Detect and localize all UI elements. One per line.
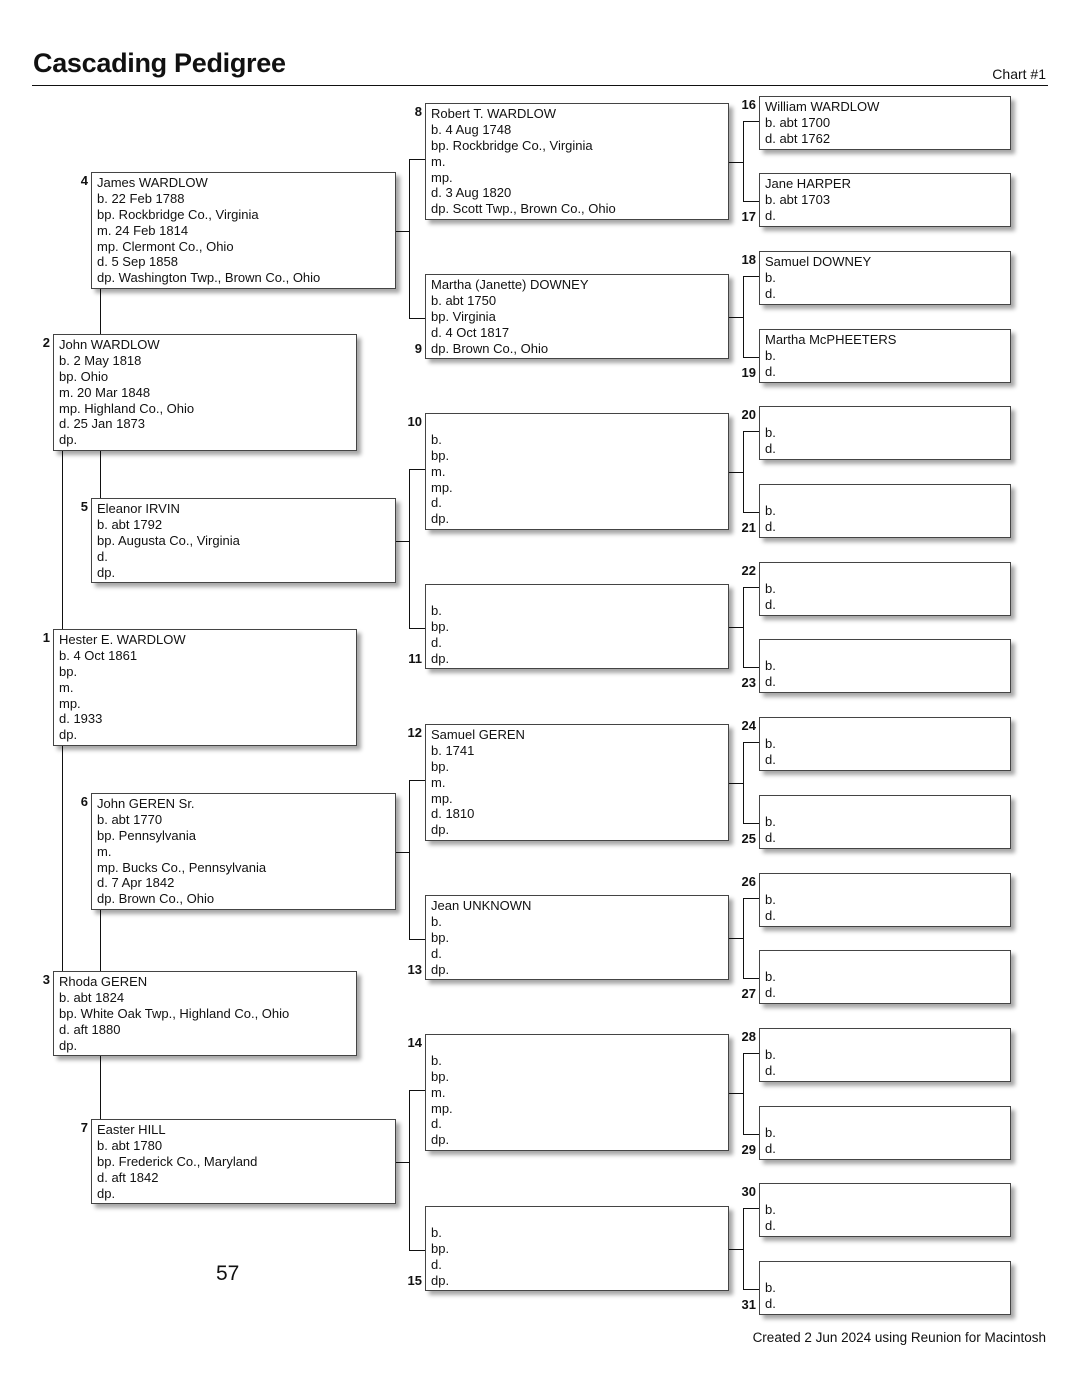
person-fact: b. xyxy=(765,813,776,829)
person-box-29 xyxy=(759,1106,1011,1160)
person-fact: dp. xyxy=(431,822,450,838)
person-name xyxy=(765,1109,1005,1125)
connector-line xyxy=(409,159,425,160)
person-box-18 xyxy=(759,251,1011,305)
person-fact: d. xyxy=(765,984,776,1000)
person-box-10 xyxy=(425,413,729,530)
person-name xyxy=(431,1037,723,1053)
person-name xyxy=(765,565,1005,581)
person-fact: d. 1810 xyxy=(431,806,475,822)
connector-line xyxy=(729,472,743,473)
person-box-19 xyxy=(759,329,1011,383)
person-fact: b. xyxy=(765,735,776,751)
person-fact: d. xyxy=(765,829,776,845)
person-name xyxy=(765,720,1005,736)
person-fact: b. xyxy=(765,347,776,363)
connector-line xyxy=(743,357,759,358)
connector-line xyxy=(409,469,410,629)
person-name xyxy=(765,642,1005,658)
person-number: 15 xyxy=(407,1273,422,1288)
person-number: 28 xyxy=(741,1029,756,1044)
person-fact: b. xyxy=(765,269,776,285)
person-box-9 xyxy=(425,274,729,359)
person-box-28 xyxy=(759,1028,1011,1082)
person-number: 22 xyxy=(741,563,756,578)
person-fact: b. xyxy=(765,657,776,673)
person-fact: b. xyxy=(765,968,776,984)
connector-line xyxy=(729,627,743,628)
person-fact: dp. xyxy=(431,961,450,977)
person-fact: d. xyxy=(431,1116,442,1132)
person-fact: d. xyxy=(431,1256,442,1272)
person-fact: b. xyxy=(431,913,442,929)
person-name: James WARDLOW xyxy=(97,175,208,190)
person-number: 31 xyxy=(741,1297,756,1312)
person-fact: d. 3 Aug 1820 xyxy=(431,185,512,201)
person-box-27 xyxy=(759,950,1011,1004)
person-fact: dp. xyxy=(431,511,450,527)
person-fact: d. 1933 xyxy=(59,711,103,727)
connector-line xyxy=(743,431,759,432)
person-name: John WARDLOW xyxy=(59,337,160,352)
connector-line xyxy=(729,1093,743,1094)
person-box-22 xyxy=(759,562,1011,616)
person-name: Jean UNKNOWN xyxy=(431,898,532,913)
person-name: William WARDLOW xyxy=(765,99,880,114)
person-number: 16 xyxy=(741,97,756,112)
person-fact: b. 4 Aug 1748 xyxy=(431,121,512,137)
person-number: 11 xyxy=(408,651,422,666)
person-fact: b. 2 May 1818 xyxy=(59,352,142,368)
person-fact: bp. xyxy=(431,1240,450,1256)
person-box-1 xyxy=(53,629,357,746)
connector-line xyxy=(409,780,425,781)
person-fact: b. xyxy=(765,502,776,518)
connector-line xyxy=(743,431,744,513)
person-fact: mp. Bucks Co., Pennsylvania xyxy=(97,859,267,875)
connector-line xyxy=(743,1134,759,1135)
connector-line xyxy=(409,1090,425,1091)
person-box-13 xyxy=(425,895,729,980)
person-fact: b. abt 1792 xyxy=(97,516,163,532)
connector-line xyxy=(743,276,759,277)
connector-line xyxy=(409,318,425,319)
person-name xyxy=(765,798,1005,814)
person-fact: bp. xyxy=(431,929,450,945)
person-name: Samuel DOWNEY xyxy=(765,254,872,269)
connector-line xyxy=(729,317,743,318)
person-name: Jane HARPER xyxy=(765,176,851,191)
person-name xyxy=(765,409,1005,425)
person-fact: b. abt 1824 xyxy=(59,989,125,1005)
connector-line xyxy=(743,978,759,979)
person-number: 5 xyxy=(80,499,88,514)
person-name: John GEREN Sr. xyxy=(97,796,195,811)
person-fact: b. xyxy=(431,1052,442,1068)
person-number: 8 xyxy=(414,104,422,119)
person-fact: dp. Brown Co., Ohio xyxy=(431,340,549,356)
person-fact: bp. Pennsylvania xyxy=(97,827,197,843)
chart-number: Chart #1 xyxy=(992,66,1046,82)
person-fact: d. 5 Sep 1858 xyxy=(97,254,178,270)
connector-line xyxy=(396,1162,409,1163)
person-box-23 xyxy=(759,639,1011,693)
connector-line xyxy=(743,121,744,202)
person-number: 19 xyxy=(741,365,756,380)
person-name xyxy=(431,1209,723,1225)
person-fact: bp. xyxy=(431,447,450,463)
person-name: Martha McPHEETERS xyxy=(765,332,897,347)
person-number: 2 xyxy=(42,335,50,350)
person-fact: dp. xyxy=(97,564,116,580)
connector-line xyxy=(743,201,759,202)
person-fact: mp. Highland Co., Ohio xyxy=(59,400,195,416)
connector-line xyxy=(743,1289,759,1290)
person-fact: b. xyxy=(765,1046,776,1062)
connector-line xyxy=(743,898,744,979)
person-fact: d. xyxy=(765,207,776,223)
connector-line xyxy=(409,939,425,940)
person-fact: d. aft 1880 xyxy=(59,1021,121,1037)
connector-line xyxy=(743,1208,744,1290)
person-fact: b. xyxy=(431,431,442,447)
person-name xyxy=(765,1264,1005,1280)
connector-line xyxy=(743,667,759,668)
person-fact: mp. xyxy=(59,695,81,711)
person-fact: d. xyxy=(765,907,776,923)
person-fact: bp. Augusta Co., Virginia xyxy=(97,532,240,548)
person-number: 3 xyxy=(42,972,50,987)
connector-line xyxy=(396,541,409,542)
person-fact: bp. xyxy=(431,618,450,634)
connector-line xyxy=(743,823,759,824)
person-number: 12 xyxy=(407,725,422,740)
person-fact: m. xyxy=(59,679,74,695)
person-fact: bp. Frederick Co., Maryland xyxy=(97,1153,258,1169)
connector-line xyxy=(743,742,759,743)
person-fact: dp. xyxy=(97,1185,116,1201)
person-fact: b. 4 Oct 1861 xyxy=(59,647,138,663)
person-fact: b. xyxy=(765,1201,776,1217)
person-number: 21 xyxy=(741,520,756,535)
person-fact: dp. xyxy=(59,727,78,743)
connector-line xyxy=(743,1208,759,1209)
person-name: Hester E. WARDLOW xyxy=(59,632,186,647)
person-box-2 xyxy=(53,334,357,451)
person-fact: bp. xyxy=(431,758,450,774)
person-fact: m. 20 Mar 1848 xyxy=(59,384,151,400)
person-fact: m. xyxy=(431,153,446,169)
person-fact: dp. Washington Twp., Brown Co., Ohio xyxy=(97,270,321,286)
person-fact: bp. Virginia xyxy=(431,308,496,324)
person-box-24 xyxy=(759,717,1011,771)
person-fact: mp. xyxy=(431,1100,453,1116)
connector-line xyxy=(100,1056,101,1119)
person-fact: mp. Clermont Co., Ohio xyxy=(97,238,234,254)
person-fact: d. xyxy=(765,596,776,612)
connector-line xyxy=(743,898,759,899)
person-fact: b. abt 1700 xyxy=(765,114,831,130)
connector-line xyxy=(100,910,101,971)
person-name: Eleanor IRVIN xyxy=(97,501,180,516)
person-fact: b. abt 1703 xyxy=(765,191,831,207)
person-number: 29 xyxy=(741,1142,756,1157)
person-fact: b. xyxy=(765,580,776,596)
person-name: Samuel GEREN xyxy=(431,727,525,742)
person-box-16 xyxy=(759,96,1011,150)
person-number: 27 xyxy=(741,986,756,1001)
person-number: 25 xyxy=(741,831,756,846)
person-number: 9 xyxy=(414,341,422,356)
person-fact: m. 24 Feb 1814 xyxy=(97,222,189,238)
connector-line xyxy=(743,1053,759,1054)
person-name xyxy=(765,1031,1005,1047)
person-fact: b. 1741 xyxy=(431,742,475,758)
connector-line xyxy=(729,938,743,939)
person-box-15 xyxy=(425,1206,729,1291)
person-fact: bp. White Oak Twp., Highland Co., Ohio xyxy=(59,1005,290,1021)
person-box-25 xyxy=(759,795,1011,849)
connector-line xyxy=(409,159,410,319)
person-fact: d. xyxy=(431,945,442,961)
person-fact: dp. xyxy=(431,1272,450,1288)
person-fact: dp. Scott Twp., Brown Co., Ohio xyxy=(431,201,616,217)
person-number: 30 xyxy=(741,1184,756,1199)
connector-line xyxy=(409,1250,425,1251)
person-fact: m. xyxy=(97,843,112,859)
person-fact: b. xyxy=(765,891,776,907)
person-fact: d. xyxy=(765,1140,776,1156)
person-fact: b. xyxy=(431,602,442,618)
person-fact: dp. Brown Co., Ohio xyxy=(97,891,215,907)
person-number: 10 xyxy=(407,414,422,429)
person-fact: mp. xyxy=(431,479,453,495)
person-box-17 xyxy=(759,173,1011,227)
person-fact: d. 4 Oct 1817 xyxy=(431,324,510,340)
person-fact: d. xyxy=(765,440,776,456)
person-box-14 xyxy=(425,1034,729,1151)
person-fact: m. xyxy=(431,774,446,790)
person-fact: bp. Rockbridge Co., Virginia xyxy=(97,206,259,222)
connector-line xyxy=(100,451,101,498)
person-number: 18 xyxy=(741,252,756,267)
title-rule xyxy=(32,85,1048,86)
person-number: 20 xyxy=(741,407,756,422)
person-name xyxy=(765,1186,1005,1202)
connector-line xyxy=(729,783,743,784)
person-fact: d. xyxy=(765,1062,776,1078)
person-fact: b. xyxy=(765,1124,776,1140)
person-fact: b. xyxy=(431,1224,442,1240)
person-number: 7 xyxy=(80,1120,88,1135)
person-name: Easter HILL xyxy=(97,1122,166,1137)
connector-line xyxy=(409,1090,410,1251)
person-box-6 xyxy=(91,793,396,910)
connector-line xyxy=(743,587,759,588)
person-number: 26 xyxy=(741,874,756,889)
connector-line xyxy=(396,231,409,232)
person-name xyxy=(765,953,1005,969)
person-fact: d. xyxy=(765,518,776,534)
person-fact: dp. xyxy=(59,1037,78,1053)
connector-line xyxy=(396,852,409,853)
person-fact: bp. xyxy=(59,663,78,679)
person-name: Rhoda GEREN xyxy=(59,974,148,989)
person-fact: d. 7 Apr 1842 xyxy=(97,875,175,891)
page-number: 57 xyxy=(216,1262,240,1285)
person-name xyxy=(431,587,723,603)
person-fact: b. abt 1780 xyxy=(97,1137,163,1153)
connector-line xyxy=(729,1249,743,1250)
person-name xyxy=(765,876,1005,892)
connector-line xyxy=(409,628,425,629)
person-fact: b. 22 Feb 1788 xyxy=(97,190,185,206)
person-number: 14 xyxy=(407,1035,422,1050)
connector-line xyxy=(100,289,101,334)
connector-line xyxy=(409,780,410,940)
person-box-3 xyxy=(53,971,357,1056)
person-fact: b. abt 1770 xyxy=(97,811,163,827)
person-number: 17 xyxy=(741,209,756,224)
person-number: 23 xyxy=(741,675,756,690)
person-fact: d. xyxy=(765,751,776,767)
person-box-5 xyxy=(91,498,396,583)
person-box-20 xyxy=(759,406,1011,460)
connector-line xyxy=(409,469,425,470)
person-number: 13 xyxy=(407,962,422,977)
person-box-30 xyxy=(759,1183,1011,1237)
person-number: 4 xyxy=(80,173,88,188)
person-fact: m. xyxy=(431,463,446,479)
person-number: 1 xyxy=(42,630,50,645)
person-fact: d. xyxy=(97,548,108,564)
person-fact: mp. xyxy=(431,169,453,185)
person-name xyxy=(765,487,1005,503)
person-fact: dp. xyxy=(59,432,78,448)
person-box-7 xyxy=(91,1119,396,1204)
person-box-11 xyxy=(425,584,729,669)
person-fact: m. xyxy=(431,1084,446,1100)
person-fact: d. aft 1842 xyxy=(97,1169,159,1185)
chart-title: Cascading Pedigree xyxy=(33,48,286,78)
person-name: Martha (Janette) DOWNEY xyxy=(431,277,589,292)
connector-line xyxy=(743,1053,744,1135)
person-box-21 xyxy=(759,484,1011,538)
person-fact: d. xyxy=(431,634,442,650)
person-number: 6 xyxy=(80,794,88,809)
person-fact: b. xyxy=(765,1279,776,1295)
person-box-26 xyxy=(759,873,1011,927)
person-fact: d. 25 Jan 1873 xyxy=(59,416,146,432)
person-fact: dp. xyxy=(431,650,450,666)
person-fact: bp. Ohio xyxy=(59,368,109,384)
person-fact: b. xyxy=(765,424,776,440)
person-fact: d. abt 1762 xyxy=(765,130,831,146)
person-box-12 xyxy=(425,724,729,841)
person-box-8 xyxy=(425,103,729,220)
connector-line xyxy=(743,121,759,122)
person-fact: bp. Rockbridge Co., Virginia xyxy=(431,137,593,153)
connector-line xyxy=(729,162,743,163)
connector-line xyxy=(743,587,744,668)
person-box-4 xyxy=(91,172,396,289)
person-name: Robert T. WARDLOW xyxy=(431,106,556,121)
person-fact: dp. xyxy=(431,1132,450,1148)
person-fact: d. xyxy=(431,495,442,511)
person-fact: mp. xyxy=(431,790,453,806)
person-fact: b. abt 1750 xyxy=(431,292,497,308)
person-fact: d. xyxy=(765,1217,776,1233)
connector-line xyxy=(743,512,759,513)
person-fact: d. xyxy=(765,673,776,689)
person-name xyxy=(431,416,723,432)
person-fact: d. xyxy=(765,1295,776,1311)
person-number: 24 xyxy=(741,718,756,733)
person-fact: d. xyxy=(765,363,776,379)
footer-credit: Created 2 Jun 2024 using Reunion for Macintosh xyxy=(752,1330,1046,1345)
person-box-31 xyxy=(759,1261,1011,1315)
person-fact: bp. xyxy=(431,1068,450,1084)
connector-line xyxy=(743,742,744,824)
connector-line xyxy=(743,276,744,358)
person-fact: d. xyxy=(765,285,776,301)
